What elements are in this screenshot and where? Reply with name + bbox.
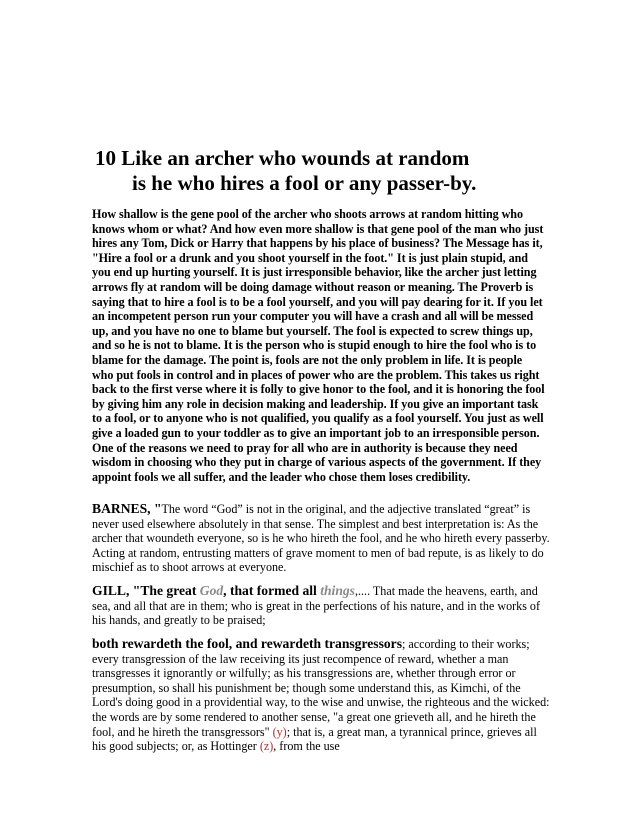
both-text-1: ; according to their works; every transgression of the law receiving its just recompence of reward, whether a man transgresses it ignorantly or wilfully; as his transgressions are, whether through error or presumption, so shall his punishment be; though some understand this, as Kimchi, of the Lord's doing good in a providential way, to the wise and unwise, the righteous and the wicked: the words are by some rendered to another sense, "a great one grieveth all, and he hireth the fool, and he hireth the transgressors": [92, 637, 550, 739]
barnes-paragraph: [92, 502, 550, 575]
footnote-ref-y[interactable]: (y): [272, 724, 287, 739]
both-text-3: , from the use: [273, 739, 340, 754]
barnes-text: The word “God” is not in the original, and the adjective translated “great” is never used elsewhere absolutely in that sense. The simplest and best interpretation is: As the archer that woundeth everyone, so is he who hireth the fool, and he who hireth every passerby. Acting at random, entrusting matters of grave moment to men of bad repute, is as likely to do mischief as to shoot arrows at everyone.: [92, 502, 550, 575]
both-rewardeth-paragraph: [92, 637, 550, 754]
verse-heading-line1: 10 Like an archer who wounds at random: [95, 146, 470, 170]
gill-lead: GILL, "The great: [92, 583, 200, 598]
footnote-ref-z[interactable]: (z): [259, 739, 274, 754]
gill-paragraph: [92, 584, 550, 628]
gill-lead-cont: , that formed all: [223, 583, 321, 598]
both-text-2: ; that is, a great man, a tyrannical prince, grieves all his good subjects; or, as Hottinger: [92, 724, 537, 754]
gill-god-word: God: [199, 583, 224, 598]
verse-heading: [95, 146, 575, 196]
both-lead: both rewardeth the fool, and rewardeth transgressors: [92, 636, 402, 651]
verse-heading-line2: is he who hires a fool or any passer-by.: [132, 171, 477, 195]
barnes-lead: BARNES, ": [92, 501, 162, 516]
commentary-paragraph: How shallow is the gene pool of the archer who shoots arrows at random hitting who knows whom or what? And how even more shallow is that gene pool of the man who just hires any Tom, Dick or Harry that happens by his place of business? The Message has it, "Hire a fool or a drunk and you shoot yourself in the foot." It is just plain stupid, and you end up hurting yourself. It is just irresponsible behavior, like the archer just letting arrows fly at random will be doing damage without reason or meaning. The Proverb is saying that to hire a fool is to be a fool yourself, and you will pay dearing for it. If you let an incompetent person run your computer you will have a crash and all will be messed up, and you have no one to blame but yourself. The fool is expected to screw things up, and so he is not to blame. It is the person who is stupid enough to hire the fool who is to blame for the damage. The point is, fools are not the only problem in life. It is people who put fools in control and in places of power who are the problem. This takes us right back to the first verse where it is folly to give honor to the fool, and it is honoring the fool by giving him any role in decision making and leadership. If you give an important task to a fool, or to anyone who is not qualified, you qualify as a fool yourself. You just as well give a loaded gun to your toddler as to give an important job to an irresponsible person. One of the reasons we need to pray for all who are in authority is because they need wisdom in choosing who they put in charge of various aspects of the government. If they appoint fools we all suffer, and the leader who chose them loses credibility.: [92, 207, 545, 484]
gill-things-word: things: [320, 583, 355, 598]
gill-text: ,.... That made the heavens, earth, and sea, and all that are in them; who is great in the perfections of his nature, and in the works of his hands, and greatly to be praised;: [92, 584, 541, 628]
